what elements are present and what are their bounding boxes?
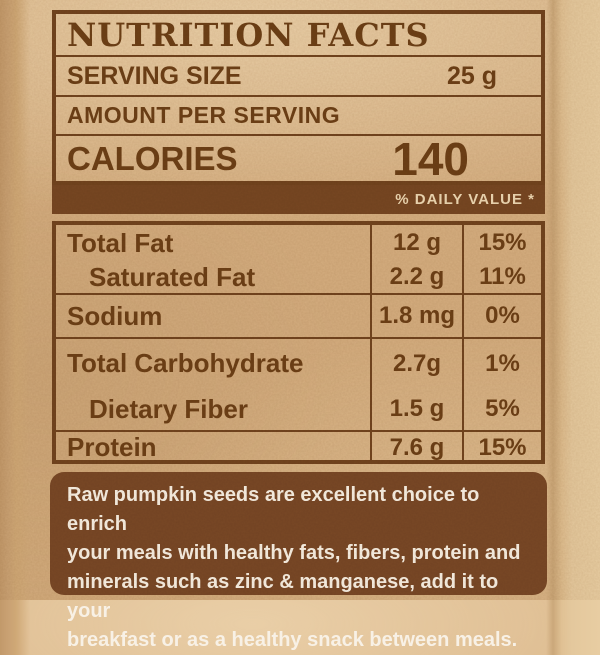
description-line: breakfast or as a healthy snack between meals. [67, 629, 518, 651]
nutrient-name: Protein [67, 432, 157, 462]
nutrient-name: Total Fat [67, 227, 174, 258]
serving-size-row [56, 55, 541, 95]
nutrients-table [52, 221, 545, 464]
nutrient-daily-value: 5% [462, 388, 541, 430]
description-line: minerals such as zinc & manganese, add it to your [67, 571, 499, 622]
nutrition-facts-panel [52, 10, 545, 185]
table-row-protein [56, 432, 541, 463]
nutrient-amount: 2.2 g [370, 261, 462, 293]
nutrient-daily-value: 15% [462, 432, 541, 463]
amount-per-serving-heading: AMOUNT PER SERVING [56, 95, 541, 134]
table-row-saturated-fat [56, 261, 541, 293]
daily-value-header-bar [52, 185, 545, 214]
table-row-total-fat [56, 225, 541, 261]
calories-value: 140 [392, 132, 469, 185]
protein-group [56, 430, 541, 463]
panel-title: NUTRITION FACTS [67, 15, 430, 54]
carbohydrate-group [56, 337, 541, 430]
serving-size-value: 25 g [446, 61, 497, 90]
description-box [50, 472, 547, 651]
sodium-group [56, 293, 541, 337]
nutrient-daily-value: 11% [462, 261, 541, 293]
table-row-total-carbohydrate [56, 339, 541, 388]
fat-group [56, 225, 541, 293]
nutrient-name: Sodium [67, 300, 163, 331]
nutrient-daily-value: 0% [462, 295, 541, 337]
nutrient-name: Total Carbohydrate [67, 348, 304, 378]
table-row-sodium [56, 295, 541, 337]
nutrient-name: Saturated Fat [89, 261, 256, 292]
nutrient-amount: 7.6 g [370, 432, 462, 463]
serving-size-label: SERVING SIZE [67, 61, 242, 90]
nutrient-daily-value: 15% [462, 225, 541, 261]
calories-label: CALORIES [67, 139, 238, 177]
nutrient-amount: 1.8 mg [370, 295, 462, 337]
description-line: your meals with healthy fats, fibers, protein and [67, 542, 521, 564]
nutrient-daily-value: 1% [462, 339, 541, 388]
nutrient-amount: 1.5 g [370, 388, 462, 430]
calories-row [56, 132, 541, 185]
description-line: Raw pumpkin seeds are excellent choice to enrich [67, 484, 480, 535]
nutrient-amount: 12 g [370, 225, 462, 261]
nutrient-amount: 2.7g [370, 339, 462, 388]
table-row-dietary-fiber [56, 388, 541, 430]
nutrient-name: Dietary Fiber [89, 393, 248, 424]
daily-value-heading: % DAILY VALUE * [395, 191, 535, 208]
